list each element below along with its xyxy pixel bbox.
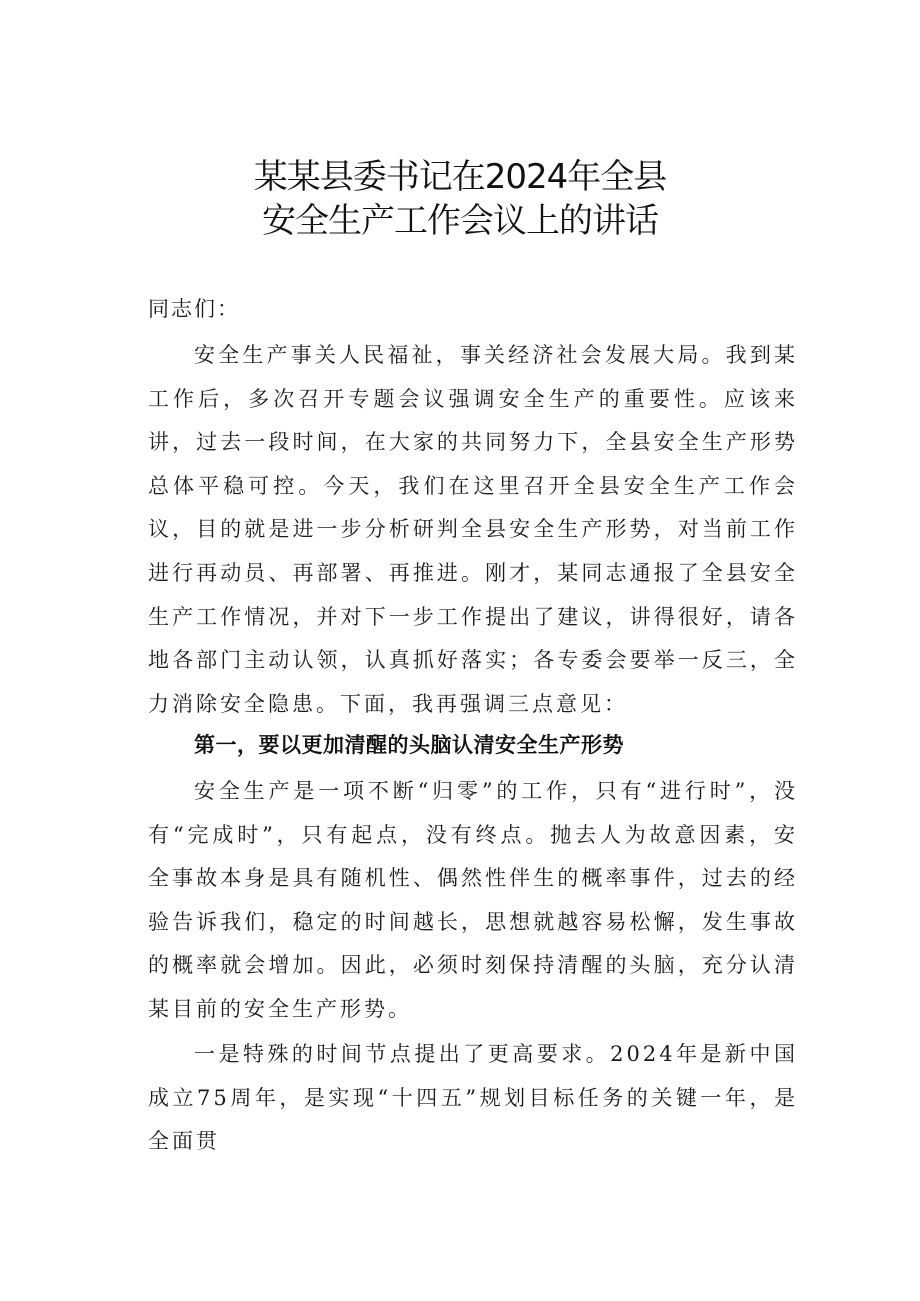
salutation: 同志们： [148,297,240,321]
section-heading-1: 第一，要以更加清醒的头脑认清安全生产形势 [194,733,624,757]
document-title-line-2: 安全生产工作会议上的讲话 [262,201,658,241]
document-title-line-1: 某某县委书记在2024年全县 [253,157,667,197]
paragraph-intro: 安全生产事关人民福祉，事关经济社会发展大局。我到某工作后，多次召开专题会议强调安全生产的重要性。应该来讲，过去一段时间，在大家的共同努力下，全县安全生产形势总体平稳可控。今天，我们在这里召开全县安全生产工作会议，目的就是进一步分析研判全县安全生产形势，对当前工作进行再动员、再部署、再推进。刚才，某同志通报了全县安全生产工作情况，并对下一步工作提出了建议，讲得很好，请各地各部门主动认领，认真抓好落实；各专委会要举一反三，全力消除安全隐患。下面，我再强调三点意见： [148,343,798,716]
paragraph-point-1: 一是特殊的时间节点提出了更高要求。2024年是新中国成立75周年，是实现“十四五”规划目标任务的关键一年，是全面贯 [148,1042,798,1154]
paragraph-section-1: 安全生产是一项不断“归零”的工作，只有“进行时”，没有“完成时”，只有起点，没有终点。抛去人为故意因素，安全事故本身是具有随机性、偶然性伴生的概率事件，过去的经验告诉我们，稳定的时间越长，思想就越容易松懈，发生事故的概率就会增加。因此，必须时刻保持清醒的头脑，充分认清某目前的安全生产形势。 [148,779,798,1021]
